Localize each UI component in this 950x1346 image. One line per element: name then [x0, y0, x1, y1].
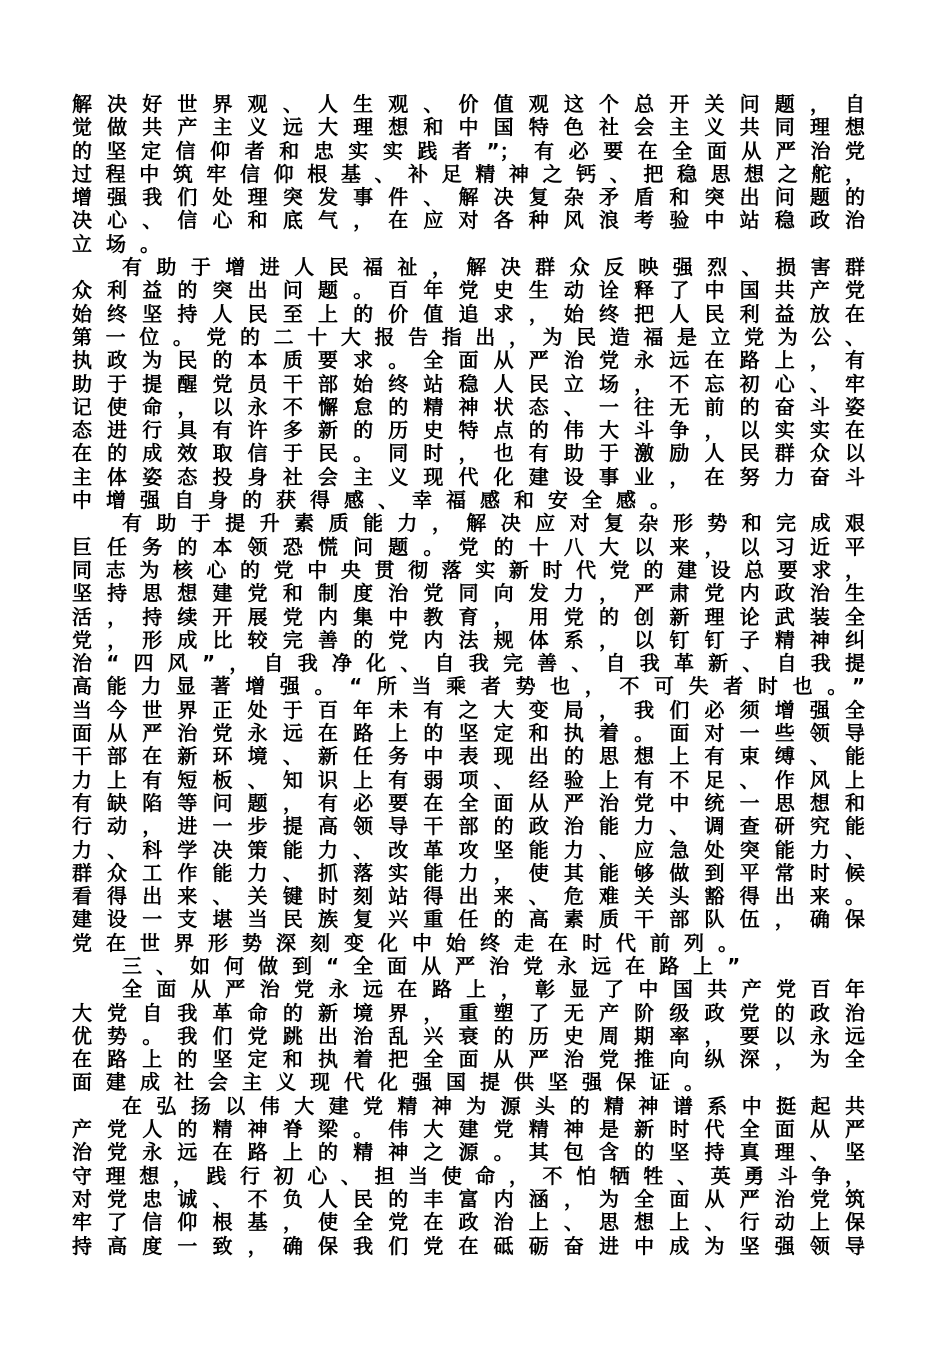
text-line: 记使命，以永不懈怠的精神状态、一往无前的奋斗姿: [72, 394, 865, 419]
text-line: 持高度一致，确保我们党在砥砺奋进中成为坚强领导: [72, 1233, 865, 1258]
text-line: 产党人的精神脊梁。伟大建党精神是新时代全面从严: [72, 1117, 865, 1142]
text-line: 对党忠诚、不负人民的丰富内涵，为全面从严治党筑: [72, 1186, 865, 1211]
text-line: 看得出来、关键时刻站得出来、危难关头豁得出来。: [72, 884, 865, 909]
text-line: 有助于增进人民福祉，解决群众反映强烈、损害群: [122, 255, 865, 280]
text-line: 大党自我革命的新境界，重塑了无产阶级政党的政治: [72, 1000, 865, 1025]
text-line: 在路上的坚定和执着把全面从严治党推向纵深，为全: [72, 1047, 865, 1072]
text-line: 第一位。党的二十大报告指出，为民造福是立党为公、: [72, 324, 865, 349]
text-line: 优势。我们党跳出治乱兴衰的历史周期率，要以永远: [72, 1023, 865, 1048]
text-line: 党，形成比较完善的党内法规体系，以钉钉子精神纠: [72, 627, 865, 652]
section-heading: 三、如何做到“全面从严治党永远在路上”: [122, 953, 755, 978]
text-line: 助于提醒党员干部始终站稳人民立场，不忘初心、牢: [72, 371, 865, 396]
text-line: 活，持续开展党内集中教育，用党的创新理论武装全: [72, 604, 865, 629]
text-line: 中增强自身的获得感、幸福感和安全感。: [72, 488, 684, 513]
text-line: 群众工作能力、抓落实能力，使其能够做到平常时候: [72, 860, 865, 885]
text-line: 始终坚持人民至上的价值追求，始终把人民利益放在: [72, 301, 865, 326]
text-line: 有缺陷等问题，有必要在全面从严治党中统一思想和: [72, 790, 865, 815]
text-line: 守理想，践行初心、担当使命，不怕牺牲、英勇斗争，: [72, 1163, 865, 1188]
text-line: 的坚定信仰者和忠实实践者”；有必要在全面从严治党: [72, 138, 865, 163]
text-line: 治“四风”，自我净化、自我完善、自我革新、自我提: [72, 651, 865, 676]
text-line: 党在世界形势深刻变化中始终走在时代前列。: [72, 930, 752, 955]
text-line: 觉做共产主义远大理想和中国特色社会主义共同理想: [72, 115, 865, 140]
text-line: 力上有短板、知识上有弱项、经验上有不足、作风上: [72, 767, 865, 792]
text-line: 行动，进一步提高领导干部的政治能力、调查研究能: [72, 814, 865, 839]
text-line: 过程中筑牢信仰根基、补足精神之钙、把稳思想之舵，: [72, 161, 865, 186]
text-line: 面从严治党永远在路上的坚定和执着。面对一些领导: [72, 721, 865, 746]
text-line: 态进行具有许多新的历史特点的伟大斗争，以实实在: [72, 418, 865, 443]
text-line: 在的成效取信于民。同时，也有助于激励人民群众以: [72, 441, 865, 466]
text-line: 解决好世界观、人生观、价值观这个总开关问题，自: [72, 92, 865, 116]
text-line: 有助于提升素质能力，解决应对复杂形势和完成艰: [122, 511, 865, 536]
document-body: [72, 93, 872, 1258]
text-line: 主体姿态投身社会主义现代化建设事业，在努力奋斗: [72, 464, 865, 489]
text-line: 众利益的突出问题。百年党史生动诠释了中国共产党: [72, 278, 865, 303]
text-line: 力、科学决策能力、改革攻坚能力、应急处突能力、: [72, 837, 865, 862]
text-line: 全面从严治党永远在路上，彰显了中国共产党百年: [122, 977, 865, 1002]
text-line: 决心、信心和底气，在应对各种风浪考验中站稳政治: [72, 208, 865, 233]
text-line: 干部在新环境、新任务中表现出的思想上有束缚、能: [72, 744, 865, 769]
text-line: 同志为核心的党中央贯彻落实新时代党的建设总要求，: [72, 557, 865, 582]
text-line: 面建成社会主义现代化强国提供坚强保证。: [72, 1070, 718, 1095]
text-line: 高能力显著增强。“所当乘者势也，不可失者时也。”: [72, 674, 865, 699]
text-line: 牢了信仰根基，使全党在政治上、思想上、行动上保: [72, 1210, 865, 1235]
text-line: 执政为民的本质要求。全面从严治党永远在路上，有: [72, 348, 865, 373]
text-line: 建设一支堪当民族复兴重任的高素质干部队伍，确保: [72, 907, 865, 932]
text-line: 在弘扬以伟大建党精神为源头的精神谱系中挺起共: [122, 1093, 865, 1118]
text-line: 坚持思想建党和制度治党同向发力，严肃党内政治生: [72, 581, 865, 606]
text-line: 当今世界正处于百年未有之大变局，我们必须增强全: [72, 697, 865, 722]
text-line: 巨任务的本领恐慌问题。党的十八大以来，以习近平: [72, 534, 865, 559]
text-line: 立场。: [72, 231, 174, 256]
text-line: 增强我们处理突发事件、解决复杂矛盾和突出问题的: [72, 185, 865, 210]
text-line: 治党永远在路上的精神之源。其包含的坚持真理、坚: [72, 1140, 865, 1165]
